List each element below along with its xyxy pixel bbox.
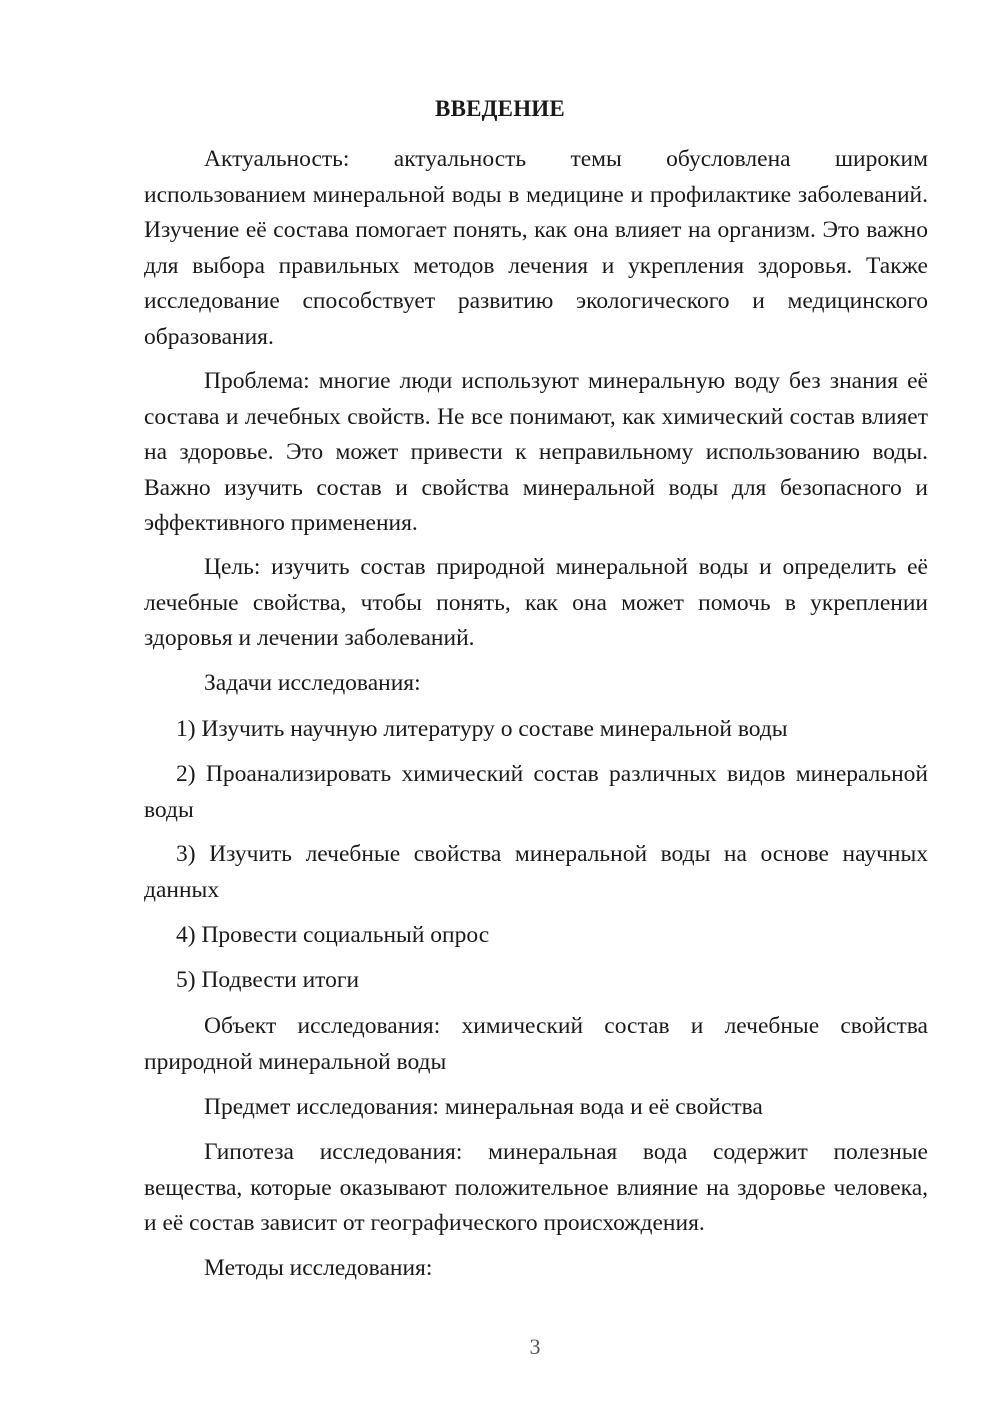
task-item: 1) Изучить научную литературу о составе минеральной воды	[176, 716, 788, 742]
task-item: 3) Изучить лечебные свойства минеральной воды на основе научных данных	[144, 841, 928, 903]
problem-paragraph: Проблема: многие люди используют минеральную воду без знания её состава и лечебных свойств. Не все понимают, как химический состав влияет на здоровье. Это может привести к неправильному использованию воды. Важно изучить состав и свойства минеральной воды для безопасного и эффективного применения.	[144, 368, 928, 536]
relevance-paragraph: Актуальность: актуальность темы обусловлена широким использованием минеральной воды в медицине и профилактике заболеваний. Изучение её состава помогает понять, как она влияет на организм. Это важно для выбора правильных методов лечения и укрепления здоровья. Также исследование способствует развитию экологического и медицинского образования.	[144, 146, 928, 350]
task-item: 4) Провести социальный опрос	[176, 922, 490, 948]
goal-paragraph: Цель: изучить состав природной минеральной воды и определить её лечебные свойства, чтобы понять, как она может помочь в укреплении здоровья и лечении заболеваний.	[144, 554, 928, 651]
methods-paragraph: Методы исследования:	[204, 1255, 433, 1281]
hypothesis-paragraph: Гипотеза исследования: минеральная вода содержит полезные вещества, которые оказывают положительное влияние на здоровье человека, и её состав зависит от географического происхождения.	[144, 1139, 928, 1236]
subject-paragraph: Предмет исследования: минеральная вода и её свойства	[204, 1094, 763, 1120]
task-item: 5) Подвести итоги	[176, 967, 360, 993]
section-heading: ВВЕДЕНИЕ	[435, 96, 565, 121]
tasks-heading: Задачи исследования:	[204, 670, 421, 696]
page-number: 3	[529, 1334, 541, 1359]
object-paragraph: Объект исследования: химический состав и лечебные свойства природной минеральной воды	[144, 1013, 928, 1075]
task-item: 2) Проанализировать химический состав различных видов минеральной воды	[144, 761, 928, 823]
